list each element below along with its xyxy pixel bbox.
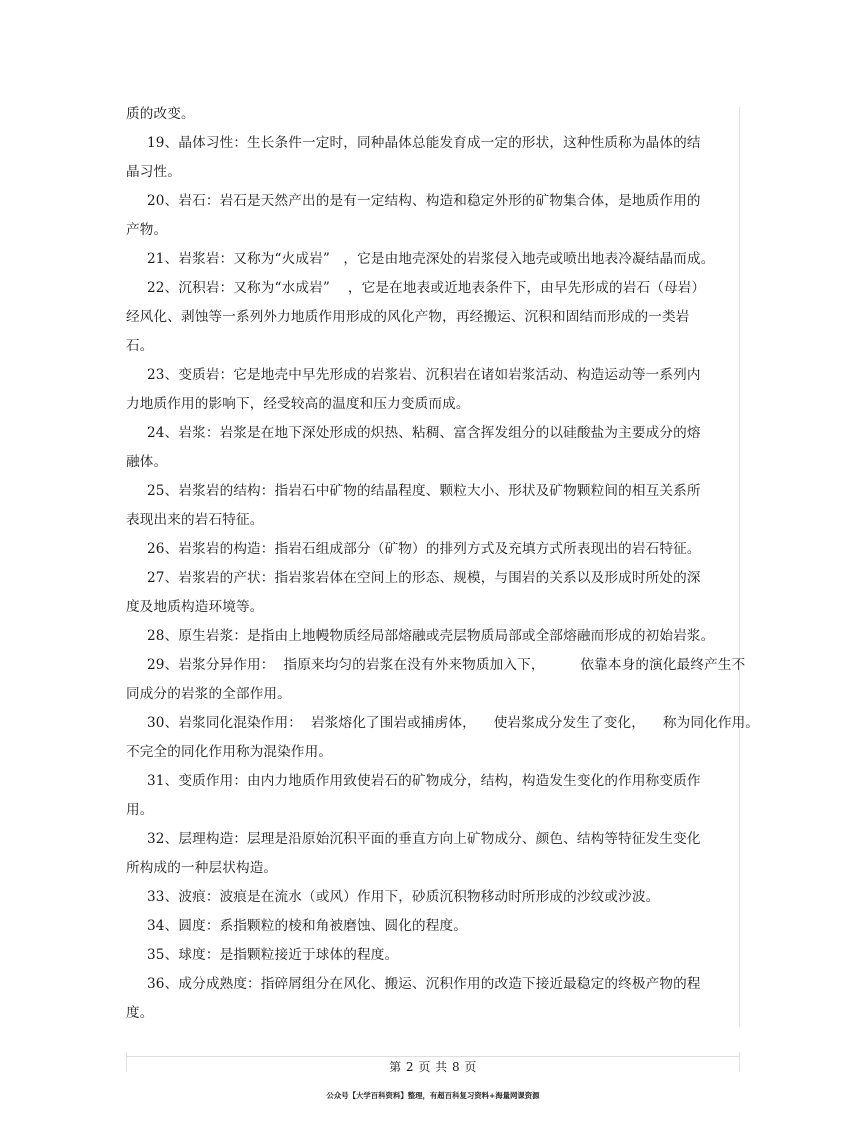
- text-line: 度及地质构造环境等。: [126, 599, 264, 615]
- definition-24: 24、岩浆：岩浆是在地下深处形成的炽热、粘稠、富含挥发组分的以硅酸盐为主要成分的熔: [147, 425, 701, 441]
- footer-divider: [126, 1056, 740, 1057]
- definition-26: 26、岩浆岩的构造：指岩石组成部分（矿物）的排列方式及充填方式所表现出的岩石特征。: [147, 541, 701, 557]
- text-line: 融体。: [126, 454, 168, 470]
- definition-25: 25、岩浆岩的结构：指岩石中矿物的结晶程度、颗粒大小、形状及矿物颗粒间的相互关系所: [147, 483, 701, 499]
- definition-31: 31、变质作用：由内力地质作用致使岩石的矿物成分，结构，构造发生变化的作用称变质作: [147, 773, 701, 789]
- text-line: 同成分的岩浆的全部作用。: [126, 686, 291, 702]
- text-line: 不完全的同化作用称为混染作用。: [126, 744, 333, 760]
- definition-28: 28、原生岩浆：是指由上地幔物质经局部熔融或壳层物质局部或全部熔融而形成的初始岩浆。: [147, 628, 715, 644]
- page-frame-right-border: [739, 107, 740, 1027]
- definition-22: 22、沉积岩：又称为“水成岩” ，它是在地表或近地表条件下，由早先形成的岩石（母岩）: [147, 280, 706, 296]
- footer-credit: 公众号【大学百科资料】整理，有超百科复习资料+海量网课资源: [326, 1091, 540, 1100]
- definition-21: 21、岩浆岩：又称为“火成岩” ，它是由地壳深处的岩浆侵入地壳或喷出地表冷凝结晶而成。: [147, 251, 715, 267]
- definition-20: 20、岩石：岩石是天然产出的是有一定结构、构造和稳定外形的矿物集合体，是地质作用的: [147, 193, 701, 209]
- text-line: 经风化、剥蚀等一系列外力地质作用形成的风化产物，再经搬运、沉积和固结而形成的一类岩: [126, 309, 690, 325]
- text-line: 产物。: [126, 222, 168, 238]
- text-line: 石。: [126, 338, 154, 354]
- text-line: 所构成的一种层状构造。: [126, 860, 278, 876]
- text-line: 度。: [126, 1005, 154, 1021]
- definition-29: 29、岩浆分异作用： 指原来均匀的岩浆在没有外来物质加入下， 依靠本身的演化最终产生不: [147, 657, 746, 673]
- text-line: 用。: [126, 802, 154, 818]
- definition-35: 35、球度：是指颗粒接近于球体的程度。: [147, 947, 399, 963]
- definition-19: 19、晶体习性：生长条件一定时，同种晶体总能发育成一定的形状，这种性质称为晶体的结: [147, 135, 701, 151]
- text-line: 力地质作用的影响下，经受较高的温度和压力变质而成。: [126, 396, 470, 412]
- definition-30: 30、岩浆同化混染作用： 岩浆熔化了围岩或捕虏体， 使岩浆成分发生了变化， 称为同化作用。: [147, 715, 760, 731]
- definition-33: 33、波痕：波痕是在流水（或风）作用下，砂质沉积物移动时所形成的沙纹或沙波。: [147, 889, 660, 905]
- definition-23: 23、变质岩：它是地壳中早先形成的岩浆岩、沉积岩在诸如岩浆活动、构造运动等一系列内: [147, 367, 701, 383]
- page-number: 第 2 页 共 8 页: [389, 1060, 477, 1074]
- definition-34: 34、圆度：系指颗粒的棱和角被磨蚀、圆化的程度。: [147, 918, 467, 934]
- text-line: 晶习性。: [126, 164, 181, 180]
- text-line: 表现出来的岩石特征。: [126, 512, 264, 528]
- text-line: 质的改变。: [126, 106, 195, 122]
- definition-27: 27、岩浆岩的产状：指岩浆岩体在空间上的形态、规模，与围岩的关系以及形成时所处的深: [147, 570, 701, 586]
- definition-32: 32、层理构造：层理是沿原始沉积平面的垂直方向上矿物成分、颜色、结构等特征发生变化: [147, 831, 701, 847]
- definition-36: 36、成分成熟度：指碎屑组分在风化、搬运、沉积作用的改造下接近最稳定的终极产物的程: [147, 976, 701, 992]
